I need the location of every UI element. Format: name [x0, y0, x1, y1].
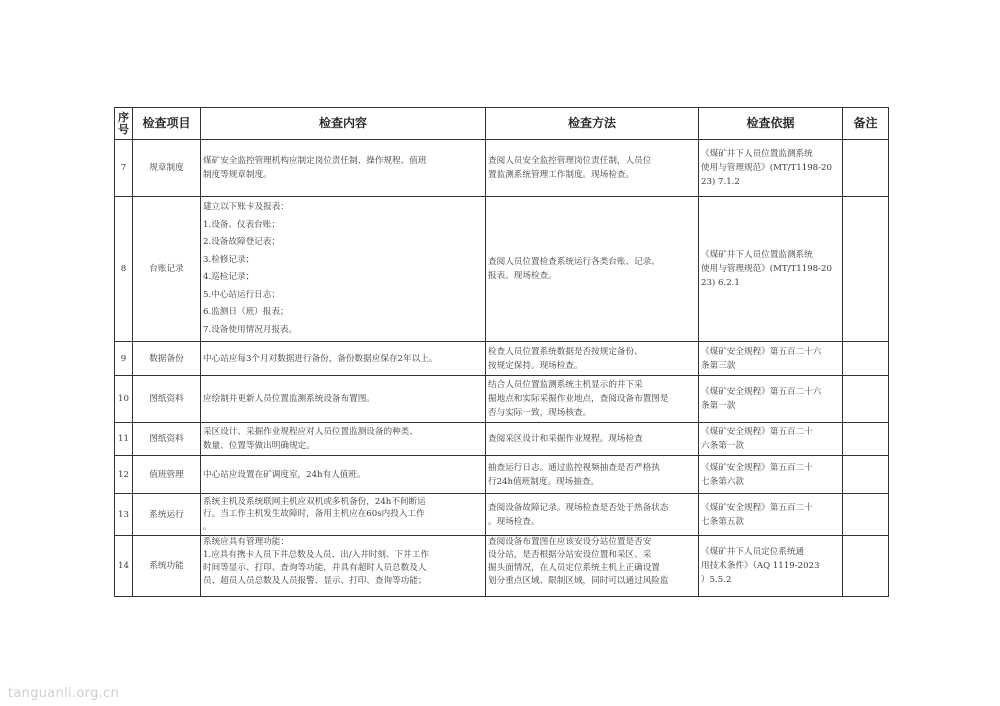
- table-row: [115, 494, 889, 536]
- header-method: 检查方法: [486, 108, 699, 140]
- row-basis: 《煤矿安全规程》第五百二十六 条第三款: [699, 342, 843, 376]
- row-content: 中心站应每3个月对数据进行备份，备份数据应保存2年以上。: [201, 342, 486, 376]
- row-item: 台账记录: [133, 197, 201, 342]
- row-number: 8: [115, 197, 133, 342]
- table-row: [115, 536, 889, 597]
- row-item: 系统运行: [133, 494, 201, 536]
- inspection-table: [114, 107, 889, 597]
- row-basis: 《煤矿井下人员位置监测系统 使用与管理规范》(MT/T1198-20 23) 6.2.1: [699, 197, 843, 342]
- row-remark: [843, 423, 889, 456]
- row-remark: [843, 140, 889, 197]
- row-remark: [843, 494, 889, 536]
- row-item: 图纸资料: [133, 423, 201, 456]
- row-item: 数据备份: [133, 342, 201, 376]
- header-item: 检查项目: [133, 108, 201, 140]
- row-remark: [843, 376, 889, 423]
- table-row: [115, 376, 889, 423]
- row-method: 检查人员位置系统数据是否按规定备份、 按规定保持。现场检查。: [486, 342, 699, 376]
- row-number: 14: [115, 536, 133, 597]
- row-content: 煤矿安全监控管理机构应制定岗位责任制、操作规程、值班 制度等规章制度。: [201, 140, 486, 197]
- header-remark: 备注: [843, 108, 889, 140]
- row-content: 系统主机及系统联网主机应双机或多机备份，24h不间断运 行。当工作主机发生故障时，备用主机应在60s内投入工作 。: [201, 494, 486, 536]
- table-row: [115, 456, 889, 494]
- table-header-row: [115, 108, 889, 140]
- row-basis: 《煤矿井下人员定位系统通 用技术条件》（AQ 1119-2023 ）5.5.2: [699, 536, 843, 597]
- header-seq: 序号: [115, 108, 133, 140]
- row-basis: 《煤矿安全规程》第五百二十六 条第一款: [699, 376, 843, 423]
- row-number: 13: [115, 494, 133, 536]
- row-basis: 《煤矿安全规程》第五百二十 六条第一款: [699, 423, 843, 456]
- row-basis: 《煤矿安全规程》第五百二十 七条第五款: [699, 494, 843, 536]
- row-method: 结合人员位置监测系统主机显示的井下采 掘地点和实际采掘作业地点，查阅设备布置图是 否与实际一致，现场核查。: [486, 376, 699, 423]
- table-row: [115, 197, 889, 342]
- row-basis: 《煤矿井下人员位置监测系统 使用与管理规范》(MT/T1198-20 23) 7.1.2: [699, 140, 843, 197]
- table-row: [115, 423, 889, 456]
- row-number: 10: [115, 376, 133, 423]
- row-content: 中心站应设置在矿调度室，24h有人值班。: [201, 456, 486, 494]
- row-content: 建立以下账卡及报表： 1.设备、仪表台账； 2.设备故障登记表； 3.检修记录； 4.巡检记录； 5.中心站运行日志； 6.监测日（班）报表； 7.设备使用情况月报表。: [201, 197, 486, 342]
- row-number: 11: [115, 423, 133, 456]
- row-item: 系统功能: [133, 536, 201, 597]
- row-method: 查阅人员安全监控管理岗位责任制，人员位 置监测系统管理工作制度。现场检查。: [486, 140, 699, 197]
- row-number: 7: [115, 140, 133, 197]
- row-basis: 《煤矿安全规程》第五百二十 七条第六款: [699, 456, 843, 494]
- header-basis: 检查依据: [699, 108, 843, 140]
- row-content: 应绘制并更新人员位置监测系统设备布置图。: [201, 376, 486, 423]
- header-content: 检查内容: [201, 108, 486, 140]
- row-method: 查阅人员位置检查系统运行各类台账、记录、 报表。现场检查。: [486, 197, 699, 342]
- row-remark: [843, 456, 889, 494]
- row-method: 查阅设备布置图在应该安设分站位置是否安 设分站，是否根据分站安设位置和采区、采 掘头面情况，在人员定位系统主机上正确设置 划分重点区域、限制区域，同时可以通过风险监: [486, 536, 699, 597]
- row-item: 图纸资料: [133, 376, 201, 423]
- row-remark: [843, 536, 889, 597]
- row-content: 采区设计、采掘作业规程应对人员位置监测设备的种类、 数量、位置等做出明确规定。: [201, 423, 486, 456]
- row-number: 12: [115, 456, 133, 494]
- row-item: 值班管理: [133, 456, 201, 494]
- row-remark: [843, 342, 889, 376]
- row-content: 系统应具有管理功能： 1.应具有携卡人员下井总数及人员、出/入井时刻、下井工作 时间等显示、打印、查询等功能，并具有超时人员总数及人 员、超员人员总数及人员报警、显示、打印、查询等功能；: [201, 536, 486, 597]
- row-number: 9: [115, 342, 133, 376]
- row-item: 规章制度: [133, 140, 201, 197]
- row-method: 查阅设备故障记录。现场检查是否处于热备状态 。现场检查。: [486, 494, 699, 536]
- row-remark: [843, 197, 889, 342]
- table-row: [115, 342, 889, 376]
- table-row: [115, 140, 889, 197]
- row-method: 查阅采区设计和采掘作业规程。现场检查: [486, 423, 699, 456]
- watermark-text: tanguanli.org.cn: [8, 686, 119, 701]
- row-method: 抽查运行日志。通过监控视频抽查是否严格执 行24h值班制度。现场抽查。: [486, 456, 699, 494]
